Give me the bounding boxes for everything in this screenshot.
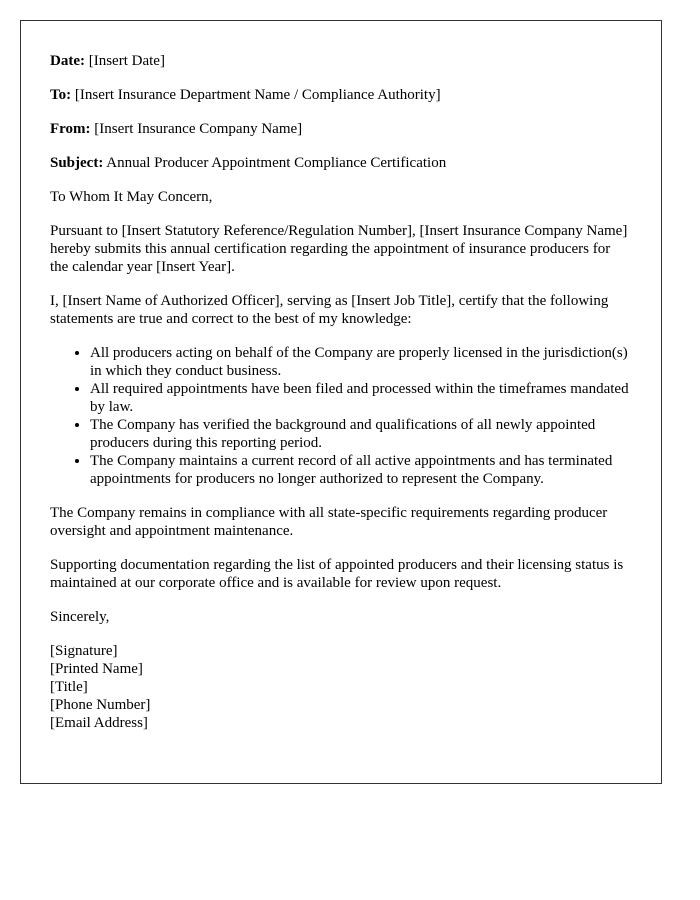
paragraph: Pursuant to [Insert Statutory Reference/Regulation Number], [Insert Insurance Company Name] hereby submits this annual certification regarding the appointment of insurance producers for the calendar year [Insert Year]. <box>50 223 628 275</box>
letter <box>20 20 662 784</box>
printed-name: [Printed Name] <box>50 661 143 677</box>
signature: [Signature] <box>50 643 118 659</box>
title: [Title] <box>50 679 88 695</box>
to-line: To: [Insert Insurance Department Name / Compliance Authority] <box>50 87 441 103</box>
date-line: Date: [Insert Date] <box>50 53 165 69</box>
from-line: From: [Insert Insurance Company Name] <box>50 121 303 137</box>
email-address: [Email Address] <box>50 715 148 731</box>
list-item: • The Company maintains a current record of all active appointments and has terminated appointments for producers no longer authorized to represent the Company. <box>90 452 632 488</box>
certification-list <box>50 344 632 488</box>
list-item: • All producers acting on behalf of the Company are properly licensed in the jurisdiction(s) in which they conduct business. <box>90 344 632 380</box>
list-item: • All required appointments have been filed and processed within the timeframes mandated by law. <box>90 380 632 416</box>
list-item: • The Company has verified the background and qualifications of all newly appointed producers during this reporting period. <box>90 416 632 452</box>
salutation: To Whom It May Concern, <box>50 189 213 205</box>
subject-line: Subject: Annual Producer Appointment Compliance Certification <box>50 155 447 171</box>
paragraph: I, [Insert Name of Authorized Officer], serving as [Insert Job Title], certify that the following statements are true and correct to the best of my knowledge: <box>50 293 609 327</box>
paragraph: The Company remains in compliance with all state-specific requirements regarding producer oversight and appointment maintenance. <box>50 505 608 539</box>
phone-number: [Phone Number] <box>50 697 151 713</box>
signature-block <box>50 642 632 732</box>
paragraph: Supporting documentation regarding the list of appointed producers and their licensing status is maintained at our corporate office and is available for review upon request. <box>50 557 624 591</box>
closing: Sincerely, <box>50 609 110 625</box>
